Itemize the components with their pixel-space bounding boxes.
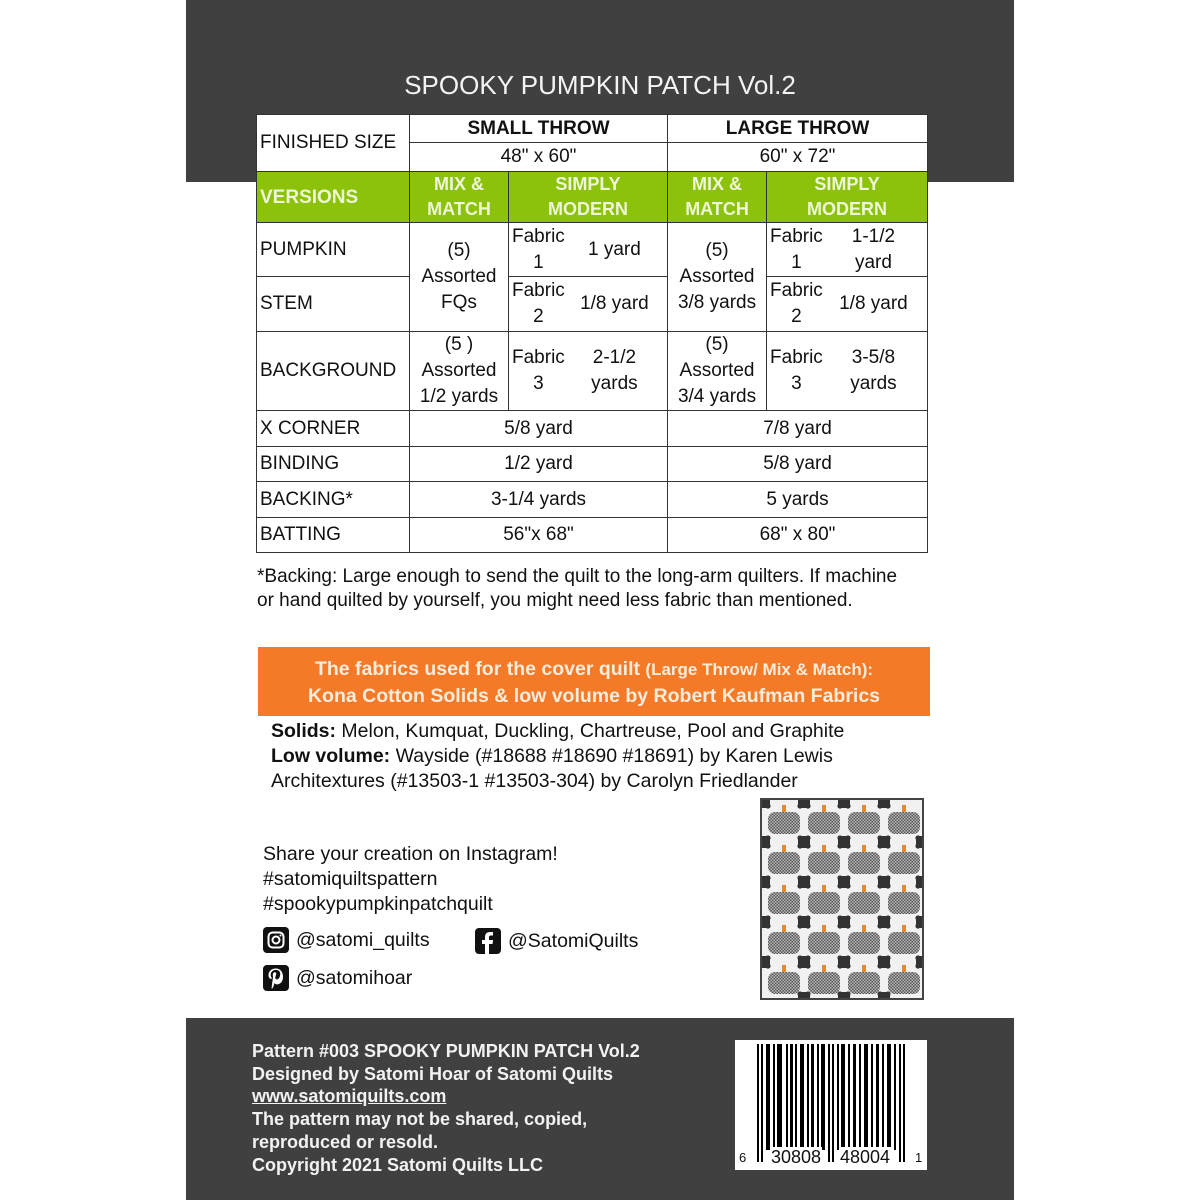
large-value: 5/8 yard — [668, 447, 928, 482]
table-row-binding — [257, 447, 928, 482]
large-value: 68" x 80" — [668, 518, 928, 553]
upc-barcode — [735, 1040, 927, 1170]
large-simply-stem: Fabric 2 1/8 yard — [767, 277, 928, 332]
page-title: SPOOKY PUMPKIN PATCH Vol.2 — [404, 70, 796, 100]
small-value: 56"x 68" — [410, 518, 668, 553]
hashtag: #satomiquiltspattern — [263, 868, 438, 890]
pattern-number: Pattern #003 SPOOKY PUMPKIN PATCH Vol.2 — [252, 1041, 640, 1061]
row-label: PUMPKIN — [257, 223, 410, 277]
table-row-pumpkin — [257, 223, 928, 277]
cover-quilt-image — [760, 798, 924, 1000]
backing-footnote: *Backing: Large enough to send the quilt to the long-arm quilters. If machine or hand quilted by yourself, you might need less fabric than mentioned. — [257, 566, 898, 611]
small-value: 1/2 yard — [410, 447, 668, 482]
low-volume-value: Wayside (#18688 #18690 #18691) by Karen Lewis — [390, 745, 833, 767]
small-simply-pumpkin: Fabric 1 1 yard — [509, 223, 668, 277]
barcode-right-group: 48004 — [840, 1147, 891, 1167]
small-value: 5/8 yard — [410, 411, 668, 447]
versions-row — [257, 172, 928, 223]
row-label: BATTING — [257, 518, 410, 553]
copyright-notice: reproduced or resold. — [252, 1131, 439, 1152]
facebook-handle[interactable]: @SatomiQuilts — [475, 928, 638, 954]
website-link[interactable]: www.satomiquilts.com — [252, 1086, 447, 1107]
copyright-notice: The pattern may not be shared, copied, — [252, 1109, 588, 1130]
large-simply-pumpkin: Fabric 1 1-1/2 yard — [767, 223, 928, 277]
row-label: BINDING — [257, 447, 410, 482]
version-header-small-mix: MIX & MATCH — [410, 172, 509, 223]
row-label: STEM — [257, 277, 410, 332]
version-header-large-mix: MIX & MATCH — [668, 172, 767, 223]
barcode-digit-first: 6 — [739, 1150, 747, 1165]
finished-size-label: FINISHED SIZE — [257, 115, 410, 172]
share-text: Share your creation on Instagram! — [263, 843, 558, 865]
solids-value: Melon, Kumquat, Duckling, Chartreuse, Pool and Graphite — [336, 720, 845, 742]
version-header-small-simply: SIMPLY MODERN — [509, 172, 668, 223]
facebook-icon — [475, 928, 501, 954]
solids-label: Solids: — [271, 720, 337, 742]
instagram-icon — [263, 927, 289, 953]
small-throw-size: 48" x 60" — [410, 143, 668, 172]
fabric-list — [271, 719, 931, 794]
small-mix-pumpkin-stem: (5) Assorted FQs — [410, 223, 509, 332]
row-label: BACKING* — [257, 482, 410, 518]
footer-info — [252, 1040, 640, 1176]
pinterest-icon — [263, 965, 289, 991]
versions-label: VERSIONS — [257, 172, 410, 223]
table-row-backing — [257, 482, 928, 518]
social-share — [263, 842, 723, 917]
designer-credit: Designed by Satomi Hoar of Satomi Quilts — [252, 1063, 614, 1084]
pinterest-handle[interactable]: @satomihoar — [263, 965, 412, 991]
large-mix-background: (5) Assorted 3/4 yards — [668, 332, 767, 411]
large-value: 7/8 yard — [668, 411, 928, 447]
cover-fabrics-banner: The fabrics used for the cover quilt (Large Throw/ Mix & Match): Kona Cotton Solids & low volume by Robert Kaufman Fabrics — [258, 647, 930, 716]
table-row-background — [257, 332, 928, 411]
table-row-x-corner — [257, 411, 928, 447]
small-simply-background: Fabric 3 2-1/2 yards — [509, 332, 668, 411]
quilt-illustration — [762, 800, 922, 998]
requirements-table — [256, 114, 928, 553]
large-throw-header: LARGE THROW — [668, 115, 928, 143]
instagram-handle[interactable]: @satomi_quilts — [263, 927, 430, 953]
large-value: 5 yards — [668, 482, 928, 518]
row-label: X CORNER — [257, 411, 410, 447]
version-header-large-simply: SIMPLY MODERN — [767, 172, 928, 223]
low-volume-label: Low volume: — [271, 745, 391, 767]
copyright-line: Copyright 2021 Satomi Quilts LLC — [252, 1154, 544, 1175]
table-row-stem — [257, 277, 928, 332]
barcode-left-group: 30808 — [771, 1147, 822, 1167]
large-throw-size: 60" x 72" — [668, 143, 928, 172]
small-mix-background: (5 ) Assorted 1/2 yards — [410, 332, 509, 411]
large-mix-pumpkin-stem: (5) Assorted 3/8 yards — [668, 223, 767, 332]
small-throw-header: SMALL THROW — [410, 115, 668, 143]
hashtag: #spookypumpkinpatchquilt — [263, 893, 493, 915]
small-simply-stem: Fabric 2 1/8 yard — [509, 277, 668, 332]
small-value: 3-1/4 yards — [410, 482, 668, 518]
barcode-digit-last: 1 — [915, 1150, 923, 1165]
large-simply-background: Fabric 3 3-5/8 yards — [767, 332, 928, 411]
row-label: BACKGROUND — [257, 332, 410, 411]
table-row-batting — [257, 518, 928, 553]
architextures-line: Architextures (#13503-1 #13503-304) by Carolyn Friedlander — [271, 770, 798, 792]
